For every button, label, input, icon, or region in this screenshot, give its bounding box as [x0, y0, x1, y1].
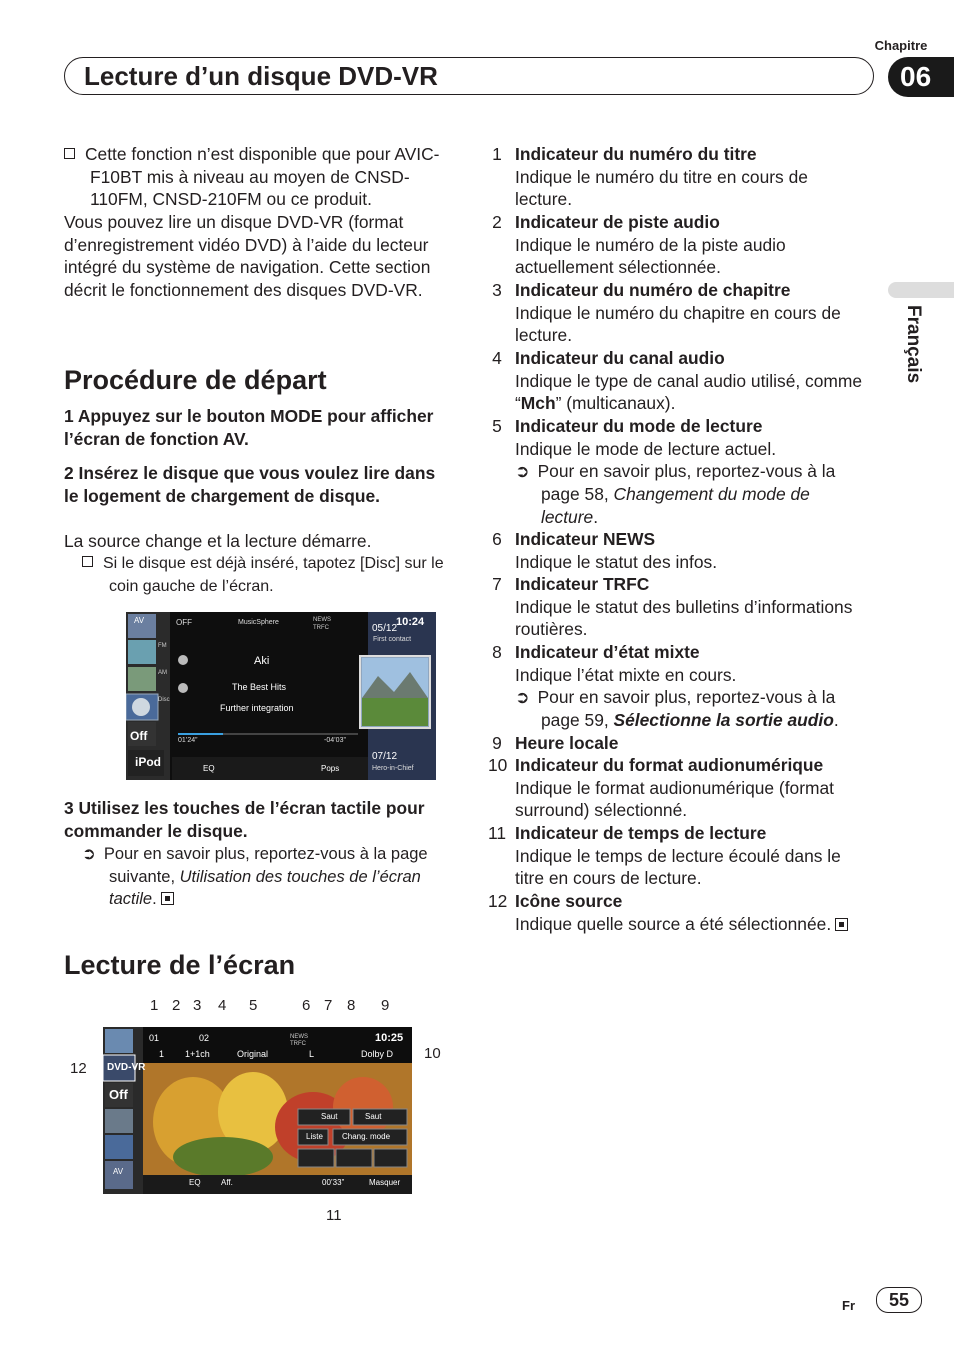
callout-4: 4	[218, 997, 227, 1014]
chapter-number-tab: 06	[888, 57, 954, 97]
play-mode-indicator: Original	[237, 1049, 269, 1059]
trfc-indicator: TRFC	[313, 625, 329, 631]
section-title: Lecture d’un disque DVD-VR	[84, 61, 438, 91]
album-name: The Best Hits	[232, 682, 287, 692]
audio-format-indicator: Dolby D	[361, 1049, 394, 1059]
local-clock: 10:25	[375, 1032, 404, 1044]
skip-forward-button[interactable]: Saut	[365, 1112, 382, 1121]
news-indicator: NEWS	[290, 1034, 308, 1040]
pops-button[interactable]: Pops	[321, 764, 340, 773]
step-2: 2 Insérez le disque que vous voulez lire dans le logement de chargement de disque.	[64, 463, 436, 506]
callout-1: 1	[150, 997, 159, 1014]
eq-button[interactable]: EQ	[203, 764, 215, 773]
callout-7: 7	[324, 997, 333, 1014]
side-off-button[interactable]: Off	[109, 1087, 128, 1102]
side-av-button[interactable]: AV	[113, 1167, 124, 1176]
arrow-bullet-icon: ➲	[82, 845, 96, 863]
clock: 10:24	[396, 616, 425, 628]
callout-8: 8	[347, 997, 356, 1014]
intro-paragraph: Vous pouvez lire un disque DVD-VR (format d’enregistrement vidéo DVD) à l’aide du lecteur intégré du système de navigation. Cette section décrit le fonctionnement des disques DVD-VR.	[64, 212, 431, 301]
note-availability: Cette fonction n’est disponible que pour AVIC-F10BT mis à niveau au moyen de CNSD-110FM, CNSD-210FM ou ce produit.	[64, 143, 449, 211]
step-2-note: Si le disque est déjà inséré, tapotez [Disc] sur le coin gauche de l’écran.	[82, 553, 454, 598]
link-audio-output[interactable]: Sélectionne la sortie audio	[613, 710, 834, 731]
step-3-link[interactable]: Utilisation des touches de l’écran tactile	[109, 867, 421, 909]
audio-track-indicator: 1	[159, 1049, 165, 1059]
source-icon[interactable]: DVD-VR	[107, 1062, 146, 1073]
callout-5: 5	[249, 997, 258, 1014]
checkbox-bullet-icon	[64, 148, 75, 159]
side-am-button[interactable]: AM	[158, 670, 167, 676]
news-indicator: NEWS	[313, 617, 331, 623]
trfc-indicator: TRFC	[290, 1041, 306, 1047]
prev-track-number: 05/12	[372, 623, 398, 634]
change-mode-button[interactable]: Chang. mode	[342, 1132, 391, 1141]
elapsed-time: 01’24”	[178, 737, 198, 744]
callout-9: 9	[381, 997, 390, 1014]
callout-10: 10	[424, 1045, 441, 1062]
off-label: OFF	[176, 618, 192, 627]
heading-lecture: Lecture de l’écran	[64, 950, 296, 980]
step-2-body: La source change et la lecture démarre.	[64, 531, 372, 551]
checkbox-bullet-icon	[82, 556, 93, 567]
side-fm-button[interactable]: FM	[158, 643, 167, 649]
end-mark-icon	[835, 918, 848, 931]
display-button[interactable]: Aff.	[221, 1178, 233, 1187]
callout-11: 11	[326, 1207, 342, 1224]
language-tab-marker	[888, 282, 954, 298]
eq-button[interactable]: EQ	[189, 1178, 201, 1187]
audio-channel-indicator: 1+1ch	[185, 1049, 210, 1059]
footer-language: Fr	[842, 1298, 855, 1313]
link-mode-change[interactable]: Changement du mode de lecture	[541, 484, 810, 527]
arrow-bullet-icon: ➲	[515, 687, 530, 708]
callout-12: 12	[70, 1060, 87, 1077]
language-tab: Français	[903, 305, 924, 384]
next-track-number: 07/12	[372, 751, 398, 762]
title-number-indicator: 01	[149, 1033, 160, 1043]
step-3: 3 Utilisez les touches de l’écran tactile pour commander le disque.	[64, 798, 425, 841]
list-button[interactable]: Liste	[306, 1132, 323, 1141]
side-av-button[interactable]: AV	[134, 616, 145, 625]
artist-name: Aki	[254, 655, 270, 667]
elapsed-time: 00’33”	[322, 1178, 345, 1187]
side-ipod-button[interactable]: iPod	[135, 755, 161, 769]
screenshot-dvd-vr	[103, 1027, 412, 1194]
remaining-time: -04’03”	[324, 737, 346, 744]
callout-3: 3	[193, 997, 202, 1014]
app-logo: MusicSphere	[238, 619, 279, 626]
step-3-reference: ➲ Pour en savoir plus, reportez-vous à la page suivante, Utilisation des touches de l’écran tactile.	[82, 845, 428, 909]
callout-2: 2	[172, 997, 181, 1014]
screenshot-av-function	[126, 612, 436, 780]
callout-6: 6	[302, 997, 311, 1014]
skip-back-button[interactable]: Saut	[321, 1112, 338, 1121]
step-1: 1 Appuyez sur le bouton MODE pour afficher l’écran de fonction AV.	[64, 406, 434, 449]
page-number: 55	[876, 1287, 922, 1313]
hide-button[interactable]: Masquer	[369, 1178, 401, 1187]
mix-state-indicator: L	[309, 1049, 315, 1059]
song-title: Further integration	[220, 703, 294, 713]
chapitre-label: Chapitre	[874, 38, 928, 53]
chapter-number-indicator: 02	[199, 1033, 210, 1043]
prev-track-title: First contact	[373, 636, 412, 643]
heading-procedure: Procédure de départ	[64, 365, 327, 395]
next-track-title: Hero-in-Chief	[372, 765, 414, 772]
side-disc-button[interactable]: Disc	[158, 697, 170, 703]
arrow-bullet-icon: ➲	[515, 461, 530, 482]
side-off-button[interactable]: Off	[130, 729, 148, 743]
end-mark-icon	[161, 892, 174, 905]
